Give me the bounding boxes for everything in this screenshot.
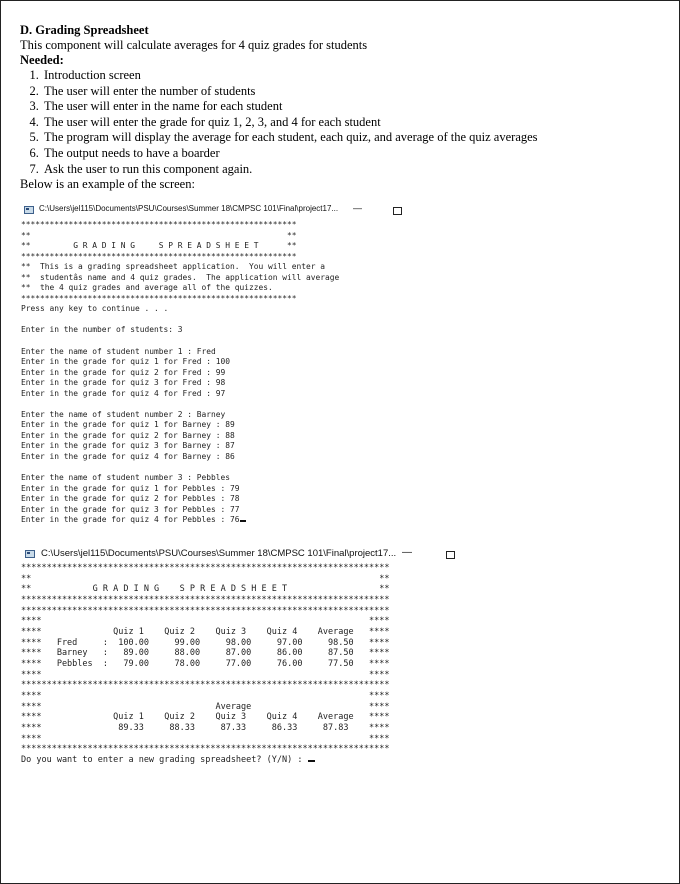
- assignment-document: [20, 23, 660, 192]
- maximize-icon[interactable]: [446, 551, 455, 559]
- console-output: [21, 563, 476, 765]
- requirement-item: 2. The user will enter the number of students: [42, 84, 660, 100]
- console-app-icon: [25, 550, 35, 558]
- console-output-text: ********************************************************** ** ** ** G R A D I N G S P R E A D S H E E T ** ********************************************************** ** This is a grading spreadsheet application. You will enter a ** studentâs name and 4 quiz grades. The application will average ** the 4 quiz grades and average all of the quizzes. ********************************************************** Press any key to continue . . . Enter in the number of students: 3 Enter the name of student number 1 : Fred Enter in the grade for quiz 1 for Fred : 100 Enter in the grade for quiz 2 for Fred : 99 Enter in the grade for quiz 3 for Fred : 98 Enter in the grade for quiz 4 for Fred : 97 Enter the name of student number 2 : Barney Enter in the grade for quiz 1 for Barney : 89 Enter in the grade for quiz 2 for Barney : 88 Enter in the grade for quiz 3 for Barney : 87 Enter in the grade for quiz 4 for Barney : 86 Enter the name of student number 3 : Pebbles Enter in the grade for quiz 1 for Pebbles : 79 Enter in the grade for quiz 2 for Pebbles : 78 Enter in the grade for quiz 3 for Pebbles : 77 Enter in the grade for quiz 4 for Pebbles : 76: [21, 220, 340, 525]
- requirement-item: 1. Introduction screen: [42, 68, 660, 84]
- console-output-text: ************************************************************************ ** ** ** G R A D I N G S P R E A D S H E E T ** ************************************************************************ ************************************************************************ **** **** **** Quiz 1 Quiz 2 Quiz 3 Quiz 4 Average **** **** Fred : 100.00 99.00 98.00 97.00 98.50 **** **** Barney : 89.00 88.00 87.00 86.00 87.50 **** **** Pebbles : 79.00 78.00 77.00 76.00 77.50 **** **** **** ************************************************************************ **** **** **** Average **** **** Quiz 1 Quiz 2 Quiz 3 Quiz 4 Average **** **** 89.33 88.33 87.33 86.33 87.83 **** **** **** ************************************************************************ Do you want to enter a new grading spreadsheet? (Y/N) :: [21, 563, 390, 765]
- console-app-icon: [24, 206, 34, 214]
- needed-label: Needed:: [20, 53, 64, 67]
- minimize-icon[interactable]: —: [353, 203, 362, 213]
- requirement-item: 3. The user will enter in the name for each student: [42, 99, 660, 115]
- text-cursor: [308, 760, 315, 762]
- text-cursor: [240, 520, 246, 522]
- example-caption: Below is an example of the screen:: [20, 177, 195, 192]
- minimize-icon[interactable]: —: [402, 547, 412, 558]
- requirement-item: 7. Ask the user to run this component again.: [42, 162, 660, 178]
- console-titlebar: [21, 202, 411, 220]
- console-window-input: [21, 202, 411, 526]
- requirement-item: 5. The program will display the average for each student, each quiz, and average of the quiz averages: [42, 130, 660, 146]
- console-window-results: [21, 545, 476, 765]
- window-title: C:\Users\jel115\Documents\PSU\Courses\Summer 18\CMPSC 101\Final\project17...: [41, 548, 397, 559]
- console-output: [21, 220, 411, 526]
- section-heading: D. Grading Spreadsheet: [20, 23, 149, 37]
- requirements-list: [20, 68, 660, 177]
- requirement-item: 4. The user will enter the grade for quiz 1, 2, 3, and 4 for each student: [42, 115, 660, 131]
- maximize-icon[interactable]: [393, 207, 402, 215]
- requirement-item: 6. The output needs to have a boarder: [42, 146, 660, 162]
- window-title: C:\Users\jel115\Documents\PSU\Courses\Summer 18\CMPSC 101\Final\project17...: [39, 204, 339, 213]
- console-titlebar: [21, 545, 476, 563]
- intro-text: This component will calculate averages for 4 quiz grades for students: [20, 38, 368, 52]
